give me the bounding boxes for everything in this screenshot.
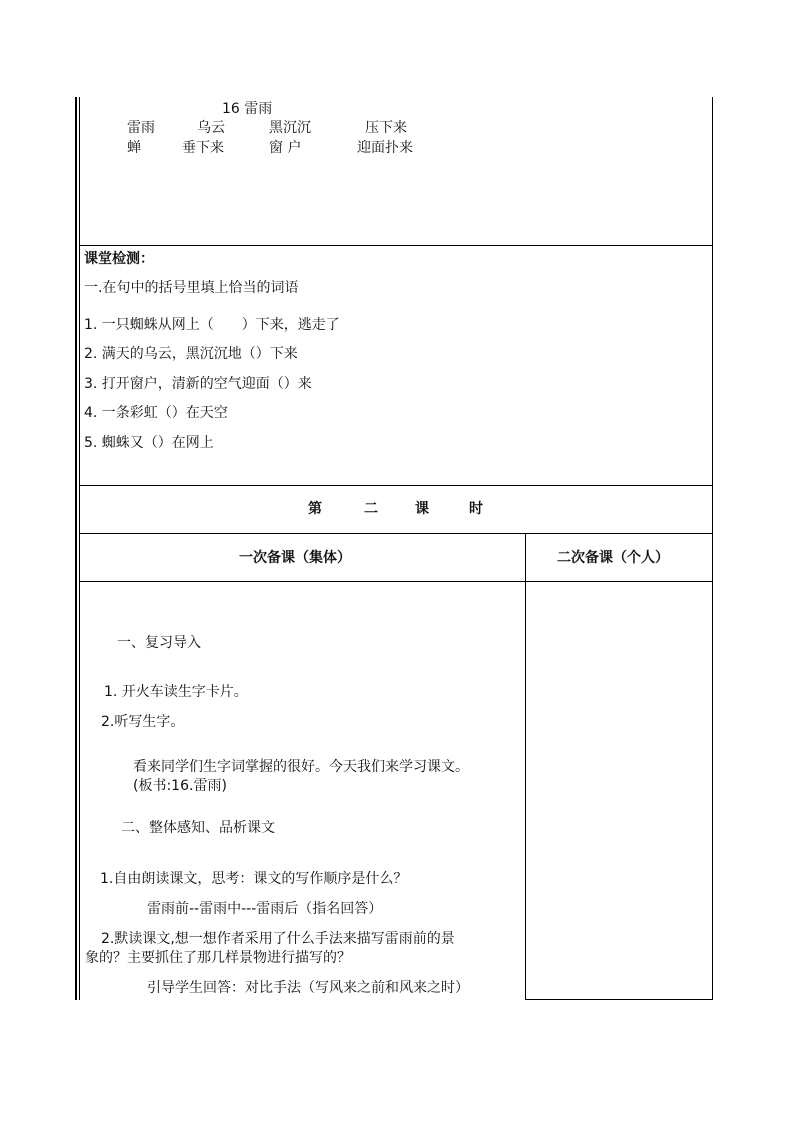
vocab-word: 乌云 — [197, 120, 225, 136]
list-item: 1. 开火车读生字卡片。 — [104, 684, 248, 700]
test-item: 5. 蜘蛛又（）在网上 — [84, 435, 214, 451]
vocab-word: 黑沉沉 — [269, 120, 311, 136]
vocab-title: 16 雷雨 — [222, 101, 273, 117]
row-divider-columns — [79, 533, 713, 534]
vocab-word: 蝉 — [127, 140, 141, 156]
vocab-word: 垂下来 — [182, 140, 224, 156]
test-heading: 课堂检测： — [84, 251, 154, 267]
test-item: 1. 一只蜘蛛从网上（ ）下来，逃走了 — [84, 317, 340, 333]
column-divider — [525, 533, 526, 1000]
lesson-title-char: 第 — [308, 501, 322, 517]
list-item: 2.听写生字。 — [101, 714, 185, 730]
row-divider-test — [79, 245, 713, 246]
test-item: 2. 满天的乌云，黑沉沉地（）下来 — [84, 346, 298, 362]
question: 1.自由朗读课文，思考：课文的写作顺序是什么？ — [100, 871, 408, 887]
table-bottom-border — [525, 999, 713, 1000]
section-heading-review: 一、复习导入 — [117, 635, 201, 651]
row-divider-lesson — [79, 485, 713, 486]
question: 象的？主要抓住了那几样景物进行描写的？ — [85, 950, 351, 966]
test-item: 3. 打开窗户，清新的空气迎面（）来 — [84, 376, 312, 392]
table-right-border — [712, 97, 713, 1000]
vocab-word: 雷雨 — [127, 120, 155, 136]
section-heading-analysis: 二、整体感知、品析课文 — [121, 820, 275, 836]
test-instruction: 一.在句中的括号里填上恰当的词语 — [84, 280, 299, 296]
vocab-word: 窗 户 — [269, 140, 302, 156]
vocab-word: 压下来 — [365, 120, 407, 136]
lesson-title-char: 课 — [415, 501, 429, 517]
vocab-word: 迎面扑来 — [357, 140, 413, 156]
lesson-title-char: 二 — [364, 501, 378, 517]
table-inner-left-border — [79, 97, 80, 1000]
test-item: 4. 一条彩虹（）在天空 — [84, 405, 228, 421]
question: 2.默读课文,想一想作者采用了什么手法来描写雷雨前的景 — [101, 931, 455, 947]
paragraph-line: (板书:16.雷雨) — [133, 778, 227, 794]
paragraph-line: 看来同学们生字词掌握的很好。今天我们来学习课文。 — [133, 759, 469, 775]
left-column-header: 一次备课（集体） — [239, 550, 351, 566]
right-column-header: 二次备课（个人） — [557, 550, 669, 566]
table-left-border — [75, 97, 77, 1000]
answer: 引导学生回答：对比手法（写风来之前和风来之时） — [147, 980, 469, 996]
answer: 雷雨前--雷雨中---雷雨后（指名回答） — [147, 901, 383, 917]
row-divider-content — [79, 581, 713, 582]
lesson-title-char: 时 — [469, 501, 483, 517]
